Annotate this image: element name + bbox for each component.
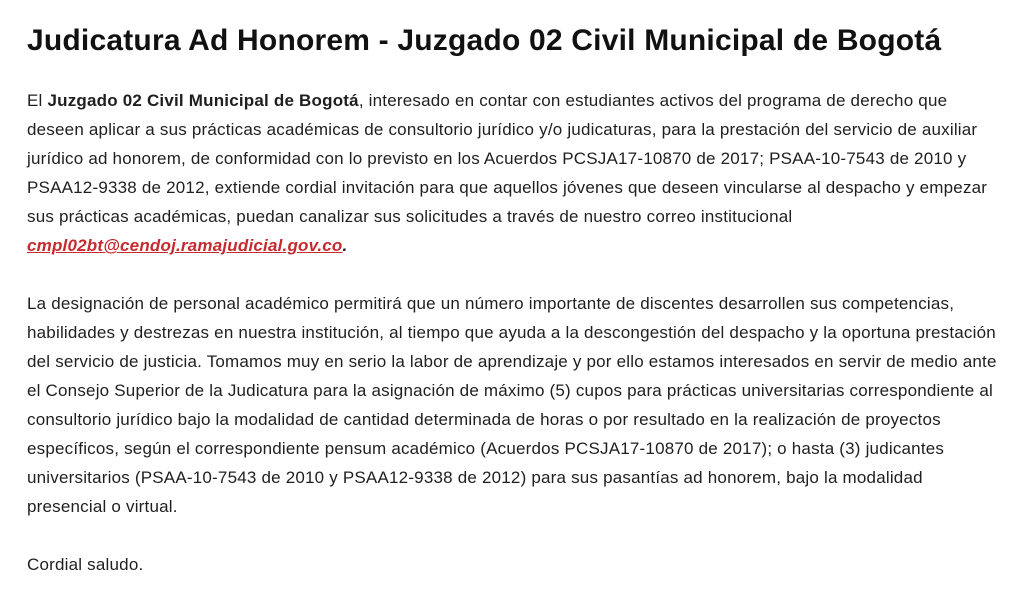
court-name-bold: Juzgado 02 Civil Municipal de Bogotá [47,91,359,110]
email-link[interactable]: cmpl02bt@cendoj.ramajudicial.gov.co [27,236,343,255]
closing-salutation: Cordial saludo. [27,555,144,574]
p1-pre-text: El [27,91,48,110]
page-title: Judicatura Ad Honorem - Juzgado 02 Civil Municipal de Bogotá [27,24,942,57]
details-paragraph: La designación de personal académico permitirá que un número importante de discentes desarrollen sus competencias, habilidades y destrezas en nuestra institución, al tiempo que ayuda a la descongestión del despacho y la oportuna prestación del servicio de justicia. Tomamos muy en serio la labor de aprendizaje y por ello estamos interesados en servir de medio ante el Consejo Superior de la Judicatura para la asignación de máximo (5) cupos para prácticas universitarias correspondiente al consultorio jurídico bajo la modalidad de cantidad determinada de horas o por resultado en la realización de proyectos específicos, según el correspondiente pensum académico (Acuerdos PCSJA17-10870 de 2017); o hasta (3) judicantes universitarios (PSAA-10-7543 de 2010 y PSAA12-9338 de 2012) para sus pasantías ad honorem, bajo la modalidad presencial o virtual. [27,294,997,516]
intro-paragraph [27,86,1000,260]
p1-mid-text: , interesado en contar con estudiantes activos del programa de derecho que deseen aplicar a sus prácticas académicas de consultorio jurídico y/o judicaturas, para la prestación del servicio de auxiliar jurídico ad honorem, de conformidad con lo previsto en los Acuerdos PCSJA17-10870 de 2017; PSAA-10-7543 de 2010 y PSAA12-9338 de 2012, extiende cordial invitación para que aquellos jóvenes que deseen vincularse al despacho y empezar sus prácticas académicas, puedan canalizar sus solicitudes a través de nuestro correo institucional [27,91,988,226]
p1-end-period: . [342,236,348,255]
